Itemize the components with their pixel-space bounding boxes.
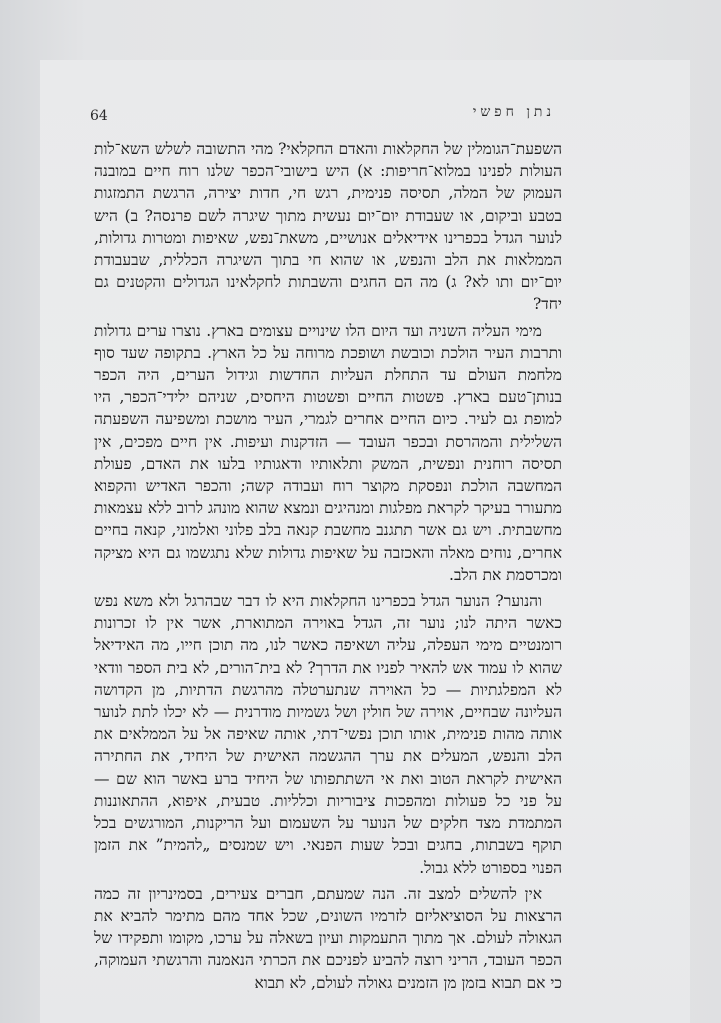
running-title: נתן חפשי [472,104,555,120]
paragraph: אין להשלים למצב זה. הנה שמעתם, חברים צעירים, בסמינריון זה כמה הרצאות על הסוציאליזם לזרמיו השונים, שכל אחד מהם מתימר להביא את הגאולה לעולם. אך מתוך התעמקות ועיון בשאלה על ערכו, מקומו ותפקידו של הכפר העובד, הריני רוצה להביע לפניכם את הכרתי הנאמנה והרגשתי העמוקה, כי אם תבוא בזמן מן הזמנים גאולה לעולם, לא תבוא [94,884,562,992]
page-header [90,104,555,128]
page-number: 64 [90,108,108,124]
paragraph: מימי העליה השניה ועד היום הלו שינויים עצומים בארץ. נוצרו ערים גדולות ותרבות העיר הולכת וכובשת ושופכת מרוחה על כל הארץ. בתקופה שעד סוף מלחמת העולם עד התחלת העליות החדשות וגידול הערים, היה הכפר בנותן־טעם בארץ. פשטות החיים ופשטות היחסים, שניהם ילידי־הכפר, היו למופת גם לעיר. כיום החיים אחרים לגמרי, העיר מושכת ומשפיעה השפעתה השלילית והמהרסת ובכפר העובד — הזדקנות ועיפות. אין חיים מפכים, אין תסיסה רוחנית ונפשית, המשק ותלאותיו ודאגותיו בלעו את האדם, פעולת המחשבה הולכת ונפסקת מקוצר רוח ועבודה קשה; והכפר האדיש והקפוא מתעורר בעיקר לקראת מפלגות ומנהיגים ונמצא שהוא מונהג לרוב ללא עצמאות מחשבתית. ויש גם אשר תתגנב מחשבת קנאה בלב פלוני ואלמוני, קנאה בחיים אחרים, נוחים מאלה והאכזבה על שאיפות גדולות שלא נתגשמו גם היא מציקה ומכרסמת את הלב. [94,321,562,584]
body-text [94,138,562,998]
paragraph: והנוער? הנוער הגדל בכפרינו החקלאות היא לו דבר שבהרגל ולא משא נפש כאשר היתה לנו; נוער זה, הגדל באוירה המתוארת, אשר אין לו זכרונות רומנטיים מימי העפלה, עליה ושאיפה כאשר לנו, מה תוכן חייו, מה האידיאל שהוא לו עמוד אש להאיר לפניו את הדרך? לא בית־הורים, לא בית הספר וודאי לא המפלגתיות — כל האוירה שנתערטלה מהרגשת הדתיות, מן הקדושה העליונה שבחיים, אוירה של חולין ושל גשמיות מודרנית — לא יכלו לתת לנוער אותה מהות פנימית, אותו תוכן נפשי־דתי, אותה שאיפה אל על הממלאים את הלב והנפש, המעלים את ערך ההגשמה האישית של היחיד, את החתירה האישית לקראת הטוב ואת אי השתתפותו של היחיד ברע באשר הוא שם — על פני כל פעולות ומהפכות ציבוריות וכלליות. טבעית, איפוא, ההתאוננות המתמדת מצד חלקים של הנוער על השעמום ועל הריקנות, המורגשים בכל תוקף בשבתות, בחגים ובכל שעות הפנאי. ויש שמנסים „להמית” את הזמן הפנוי בספורט ללא גבול. [94,592,562,877]
paragraph: השפעת־הגומלין של החקלאות והאדם החקלאי? מהי התשובה לשלש השא־לות העולות לפנינו במלוא־חריפות: א) היש בישובי־הכפר שלנו רוח חיים במובנה העמוק של המלה, תסיסה פנימית, רגש חי, חדות יצירה, הרגשת התמזגות בטבע וביקום, או שעבודת יום־יום נעשית מתוך שיגרה לשם פרנסה? ב) היש לנוער הגדל בכפרינו אידיאלים אנושיים, משאת־נפש, שאיפות ומטרות גדולות, הממלאות את הלב והנפש, או שהוא חי בתוך השיגרה הכללית, שבעבודת יום־יום ותו לא? ג) מה הם החגים והשבתות לחקלאינו הגדולים והקטנים גם יחד? [94,140,562,314]
